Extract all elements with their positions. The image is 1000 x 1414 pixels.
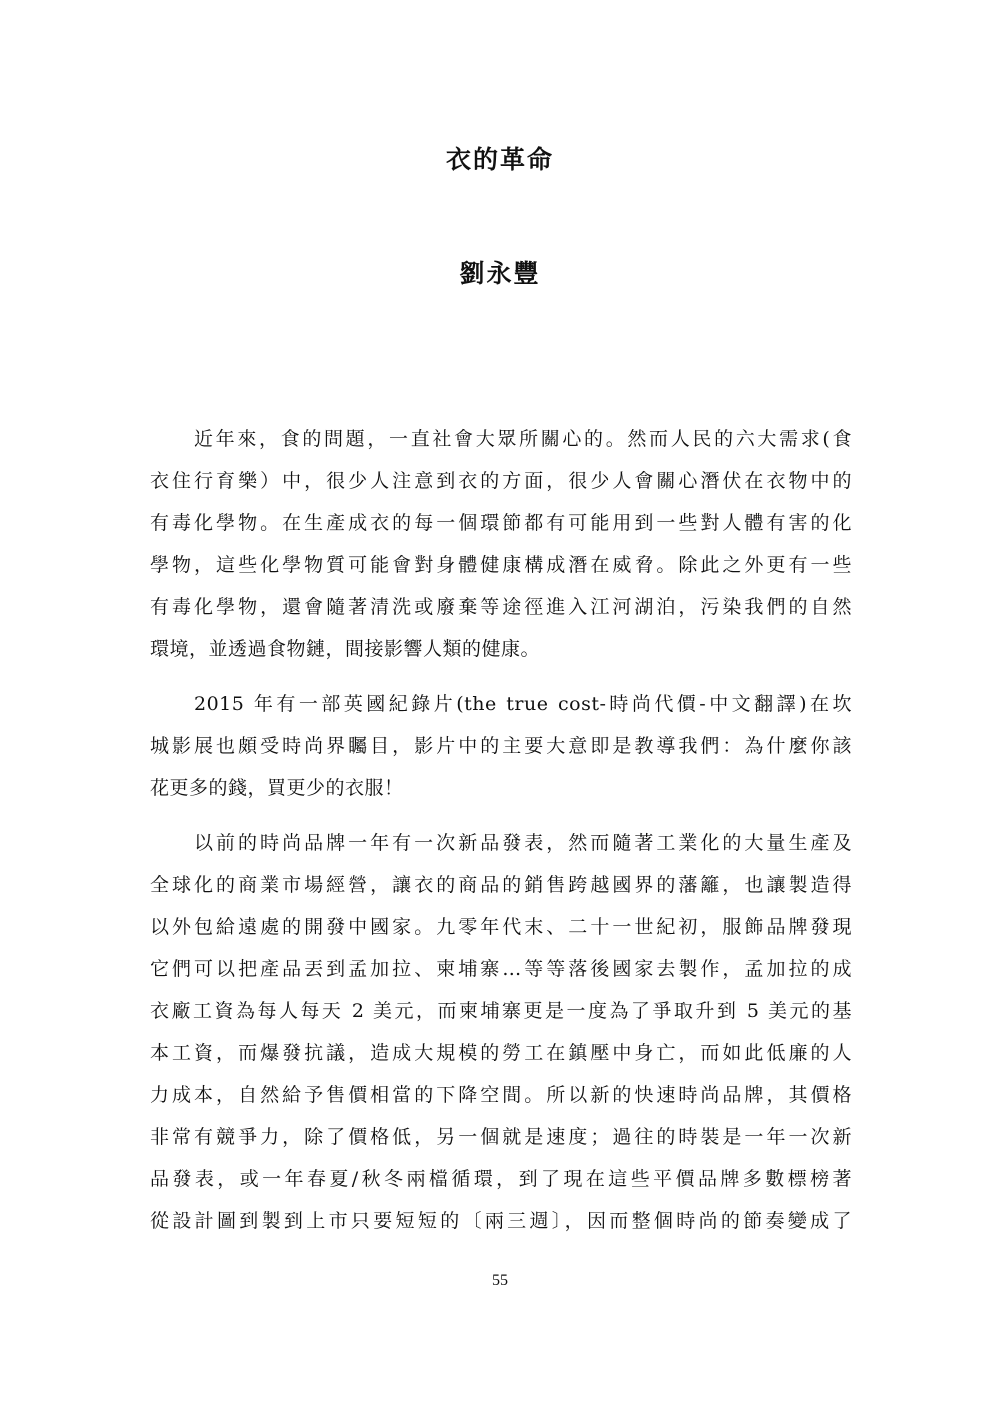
text-line: 學物，這些化學物質可能會對身體健康構成潛在威脅。除此之外更有一些 [150,554,852,576]
text-line: 以前的時尚品牌一年有一次新品發表，然而隨著工業化的大量生產及 [194,832,852,854]
text-line: 有毒化學物。在生產成衣的每一個環節都有可能用到一些對人體有害的化 [150,512,852,534]
text-line: 力成本，自然給予售價相當的下降空間。所以新的快速時尚品牌，其價格 [150,1084,852,1106]
text-line: 全球化的商業市場經營，讓衣的商品的銷售跨越國界的藩籬，也讓製造得 [150,874,852,896]
text-line: 2015 年有一部英國紀錄片(the true cost-時尚代價-中文翻譯)在坎 [194,693,852,715]
text-line: 有毒化學物，還會隨著清洗或廢棄等途徑進入江河湖泊，污染我們的自然 [150,596,852,618]
text-line: 本工資，而爆發抗議，造成大規模的勞工在鎮壓中身亡，而如此低廉的人 [150,1042,852,1064]
page-number: 55 [492,1272,508,1289]
text-line: 城影展也頗受時尚界矚目，影片中的主要大意即是教導我們：為什麼你該 [150,735,852,757]
text-line: 花更多的錢，買更少的衣服！ [150,777,404,799]
text-line: 它們可以把產品丟到孟加拉、柬埔寨…等等落後國家去製作，孟加拉的成 [150,958,852,980]
text-line: 品發表，或一年春夏/秋冬兩檔循環，到了現在這些平價品牌多數標榜著 [150,1168,852,1190]
text-line: 從設計圖到製到上市只要短短的〔兩三週〕，因而整個時尚的節奏變成了 [150,1210,852,1232]
article-body [150,418,852,1255]
text-line: 以外包給遠處的開發中國家。九零年代末、二十一世紀初，服飾品牌發現 [150,916,852,938]
text-line: 近年來，食的問題，一直社會大眾所關心的。然而人民的六大需求(食 [194,428,852,450]
text-line: 衣廠工資為每人每天 2 美元，而柬埔寨更是一度為了爭取升到 5 美元的基 [150,1000,852,1022]
paragraph-1 [150,418,852,670]
paragraph-2 [150,683,852,809]
author-name: 劉永豐 [459,259,541,288]
text-line: 非常有競爭力，除了價格低，另一個就是速度；過往的時裝是一年一次新 [150,1126,852,1148]
text-line: 環境，並透過食物鏈，間接影響人類的健康。 [150,638,541,660]
paragraph-3 [150,822,852,1242]
article-title: 衣的革命 [445,145,554,174]
text-line: 衣住行育樂）中，很少人注意到衣的方面，很少人會關心潛伏在衣物中的 [150,470,852,492]
